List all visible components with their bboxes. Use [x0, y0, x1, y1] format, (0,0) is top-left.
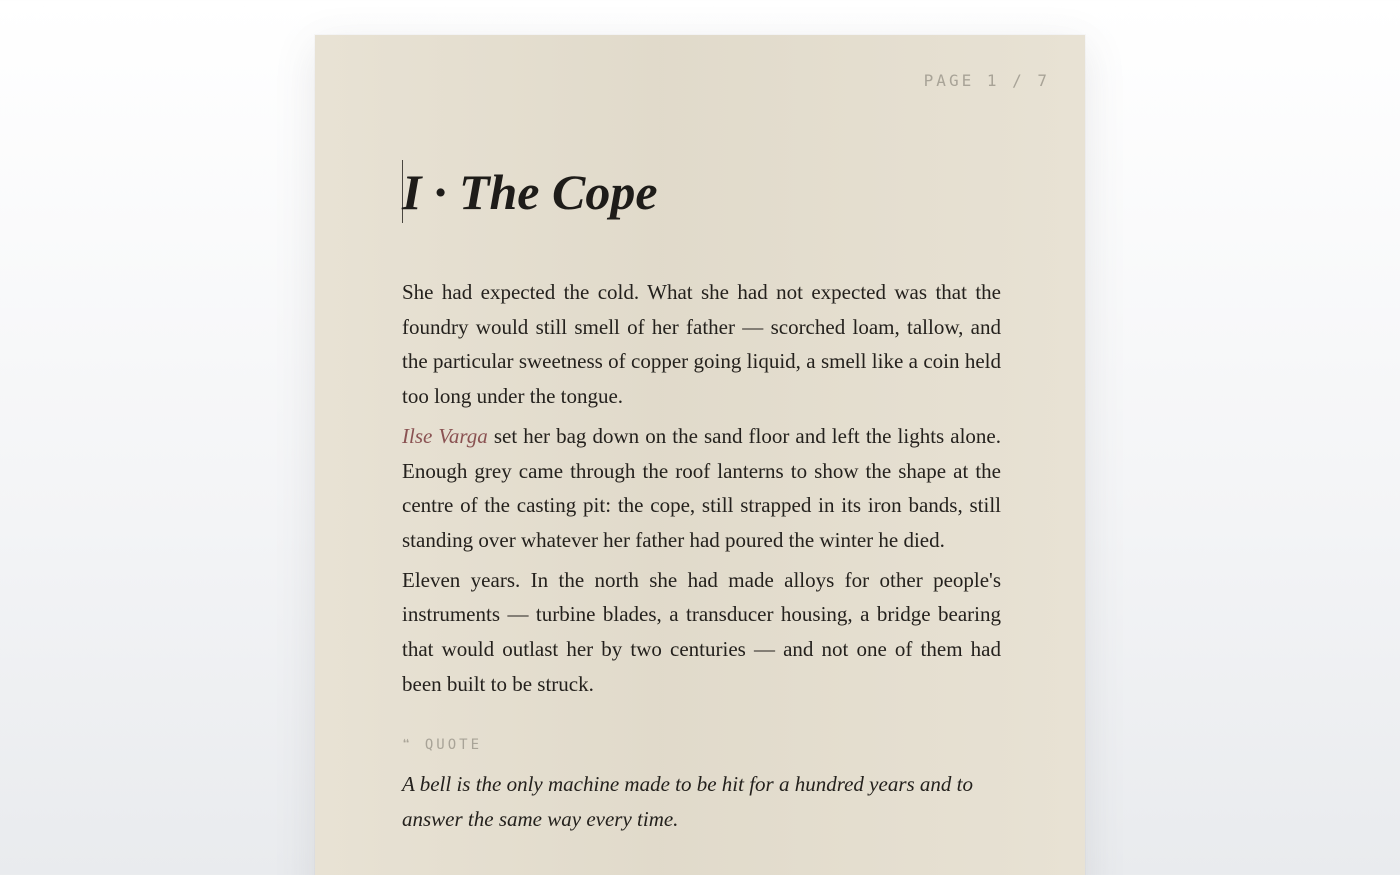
paragraph-3: Eleven years. In the north she had made alloys for other people's instruments — turbine blades, a transducer housing, a bridge bearing that would outlast her by two centuries — and not one of them had been built to be struck.	[402, 567, 1001, 696]
book-page	[315, 35, 1085, 875]
paragraph-1: She had expected the cold. What she had not expected was that the foundry would still smell of her father — scorched loam, tallow, and the particular sweetness of copper going liquid, a smell like a coin held too long under the tongue.	[402, 280, 1001, 409]
paragraph-2	[402, 419, 1001, 558]
character-name[interactable]: Ilse Varga	[402, 423, 488, 448]
chapter-title: I · The Cope	[402, 164, 658, 220]
next-paragraph-fragment	[402, 863, 1002, 875]
quote-text[interactable]: A bell is the only machine made to be hit for a hundred years and to answer the same way every time.	[402, 772, 973, 831]
quote-label: ❝ QUOTE	[402, 737, 483, 753]
paragraph-2-text: set her bag down on the sand floor and left the lights alone. Enough grey came through the roof lanterns to show the shape at the centre of the casting pit: the cope, still strapped in its iron bands, still standing over whatever her father had poured the winter he died.	[402, 423, 1001, 552]
page-indicator: PAGE 1 / 7	[923, 71, 1050, 90]
chapter-body	[402, 275, 1001, 706]
